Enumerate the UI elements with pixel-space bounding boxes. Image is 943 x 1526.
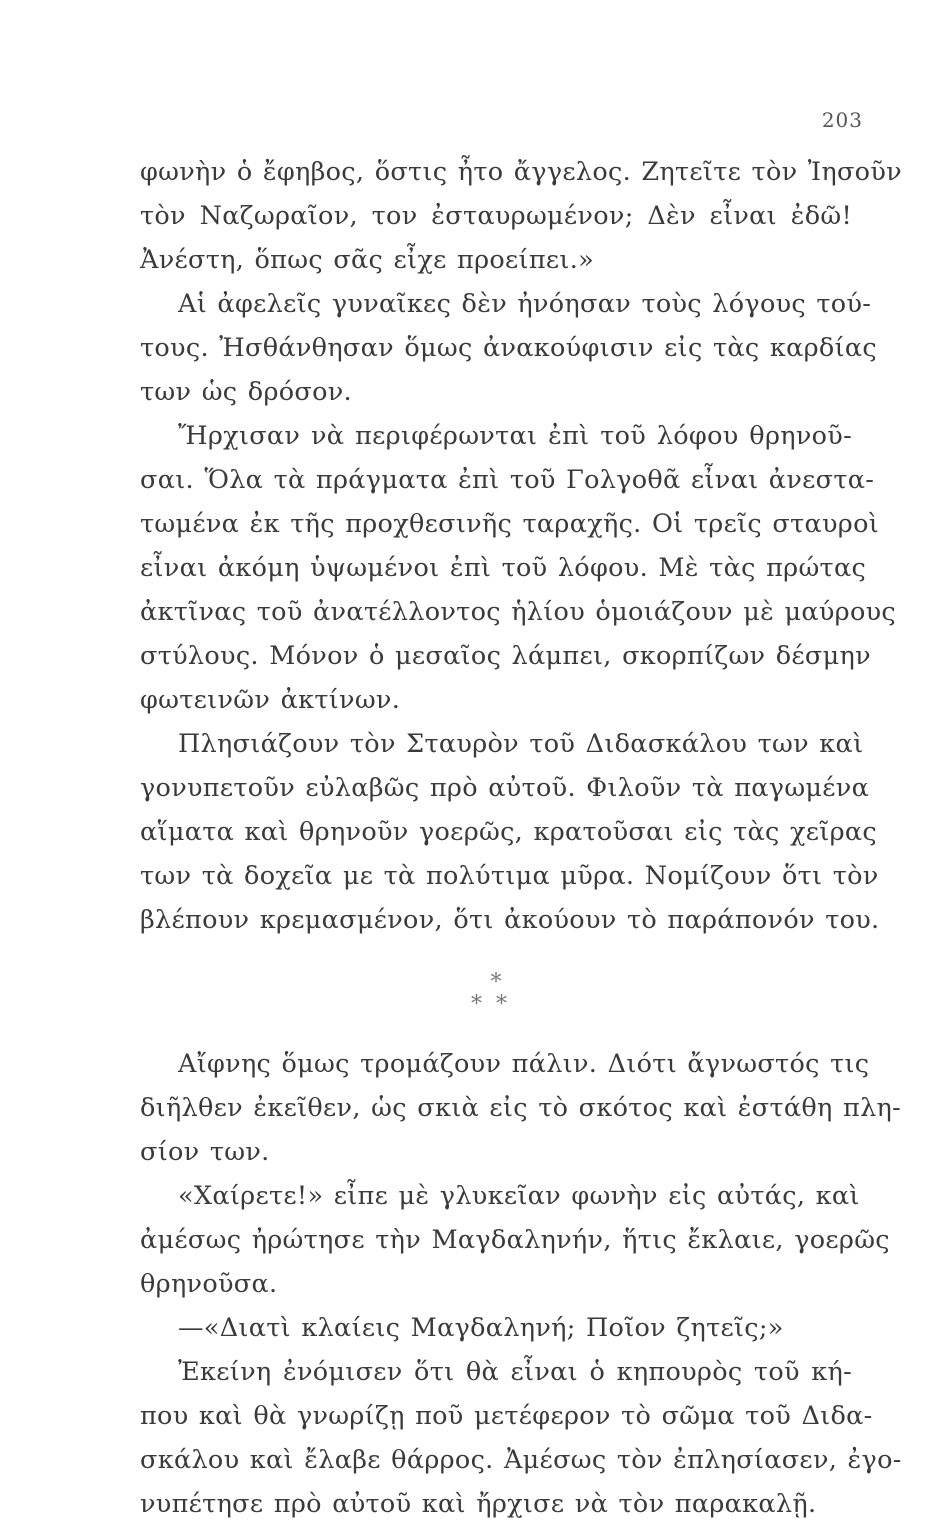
text-line: σαι. Ὅλα τὰ πράγματα ἐπὶ τοῦ Γολγοθᾶ εἶναι ἀνεστα-	[140, 465, 875, 495]
text-line: τους. Ἠσθάνθησαν ὅμως ἀνακούφισιν εἰς τὰς καρδίας	[140, 333, 877, 363]
asterism-separator	[140, 968, 852, 1028]
text-section-after-separator	[140, 1042, 902, 1526]
text-line: φωτεινῶν ἀκτίνων.	[140, 685, 401, 715]
text-line: αἵματα καὶ θρηνοῦν γοερῶς, κρατοῦσαι εἰς τὰς χεῖρας	[140, 817, 877, 847]
text-line: Ἐκείνη ἐνόμισεν ὅτι θὰ εἶναι ὁ κηπουρὸς τοῦ κή-	[178, 1357, 852, 1387]
text-line: διῆλθεν ἐκεῖθεν, ὡς σκιὰ εἰς τὸ σκότος καὶ ἐστάθη πλη-	[140, 1093, 902, 1123]
text-line: των ὡς δρόσον.	[140, 377, 352, 407]
text-line: φωνὴν ὁ ἔφηβος, ὅστις ἦτο ἄγγελος. Ζητεῖτε τὸν Ἰησοῦν	[140, 157, 902, 187]
text-line: βλέπουν κρεμασμένον, ὅτι ἀκούουν τὸ παράπονόν του.	[140, 905, 880, 935]
text-line: σκάλου καὶ ἔλαβε θάρρος. Ἀμέσως τὸν ἐπλησίασεν, ἐγο-	[140, 1445, 902, 1475]
text-line: «Χαίρετε!» εἶπε μὲ γλυκεῖαν φωνὴν εἰς αὐτάς, καὶ	[178, 1181, 860, 1211]
text-line: Αἱ ἀφελεῖς γυναῖκες δὲν ἠνόησαν τοὺς λόγους τού-	[178, 289, 872, 319]
text-line: νυπέτησε πρὸ αὐτοῦ καὶ ἤρχισε νὰ τὸν παρακαλῇ.	[140, 1489, 817, 1519]
text-line: Ἀνέστη, ὅπως σᾶς εἶχε προείπει.»	[140, 245, 595, 275]
text-section-before-separator	[140, 150, 902, 942]
body-text	[140, 150, 902, 1526]
text-line: σίον των.	[140, 1137, 270, 1167]
text-line: των τὰ δοχεῖα με τὰ πολύτιμα μῦρα. Νομίζουν ὅτι τὸν	[140, 861, 879, 891]
text-line: Αἴφνης ὅμως τρομάζουν πάλιν. Διότι ἄγνωστός τις	[178, 1049, 870, 1079]
text-line: Πλησιάζουν τὸν Σταυρὸν τοῦ Διδασκάλου των καὶ	[178, 729, 864, 759]
text-line: τωμένα ἐκ τῆς προχθεσινῆς ταραχῆς. Οἱ τρεῖς σταυροὶ	[140, 509, 880, 539]
page-number: 203	[821, 108, 863, 132]
text-line: τὸν Ναζωραῖον, τον ἐσταυρωμένον; Δὲν εἶναι ἐδῶ!	[140, 201, 852, 231]
text-line: ἀμέσως ἠρώτησε τὴν Μαγδαληνήν, ἥτις ἔκλαιε, γοερῶς	[140, 1225, 890, 1255]
text-line: ἀκτῖνας τοῦ ἀνατέλλοντος ἡλίου ὁμοιάζουν μὲ μαύρους	[140, 597, 896, 627]
text-line: γονυπετοῦν εὐλαβῶς πρὸ αὐτοῦ. Φιλοῦν τὰ παγωμένα	[140, 773, 870, 803]
text-line: θρηνοῦσα.	[140, 1269, 278, 1299]
text-line: που καὶ θὰ γνωρίζῃ ποῦ μετέφερον τὸ σῶμα τοῦ Διδα-	[140, 1401, 873, 1431]
text-line: εἶναι ἀκόμη ὑψωμένοι ἐπὶ τοῦ λόφου. Μὲ τὰς πρώτας	[140, 553, 867, 583]
asterism-top-star: *	[490, 970, 502, 995]
asterism-bottom-stars: **	[471, 992, 521, 1017]
text-line: Ἤρχισαν νὰ περιφέρωνται ἐπὶ τοῦ λόφου θρηνοῦ-	[178, 421, 852, 451]
text-line: στύλους. Μόνον ὁ μεσαῖος λάμπει, σκορπίζων δέσμην	[140, 641, 871, 671]
text-line: —«Διατὶ κλαίεις Μαγδαληνή; Ποῖον ζητεῖς;»	[178, 1313, 784, 1343]
